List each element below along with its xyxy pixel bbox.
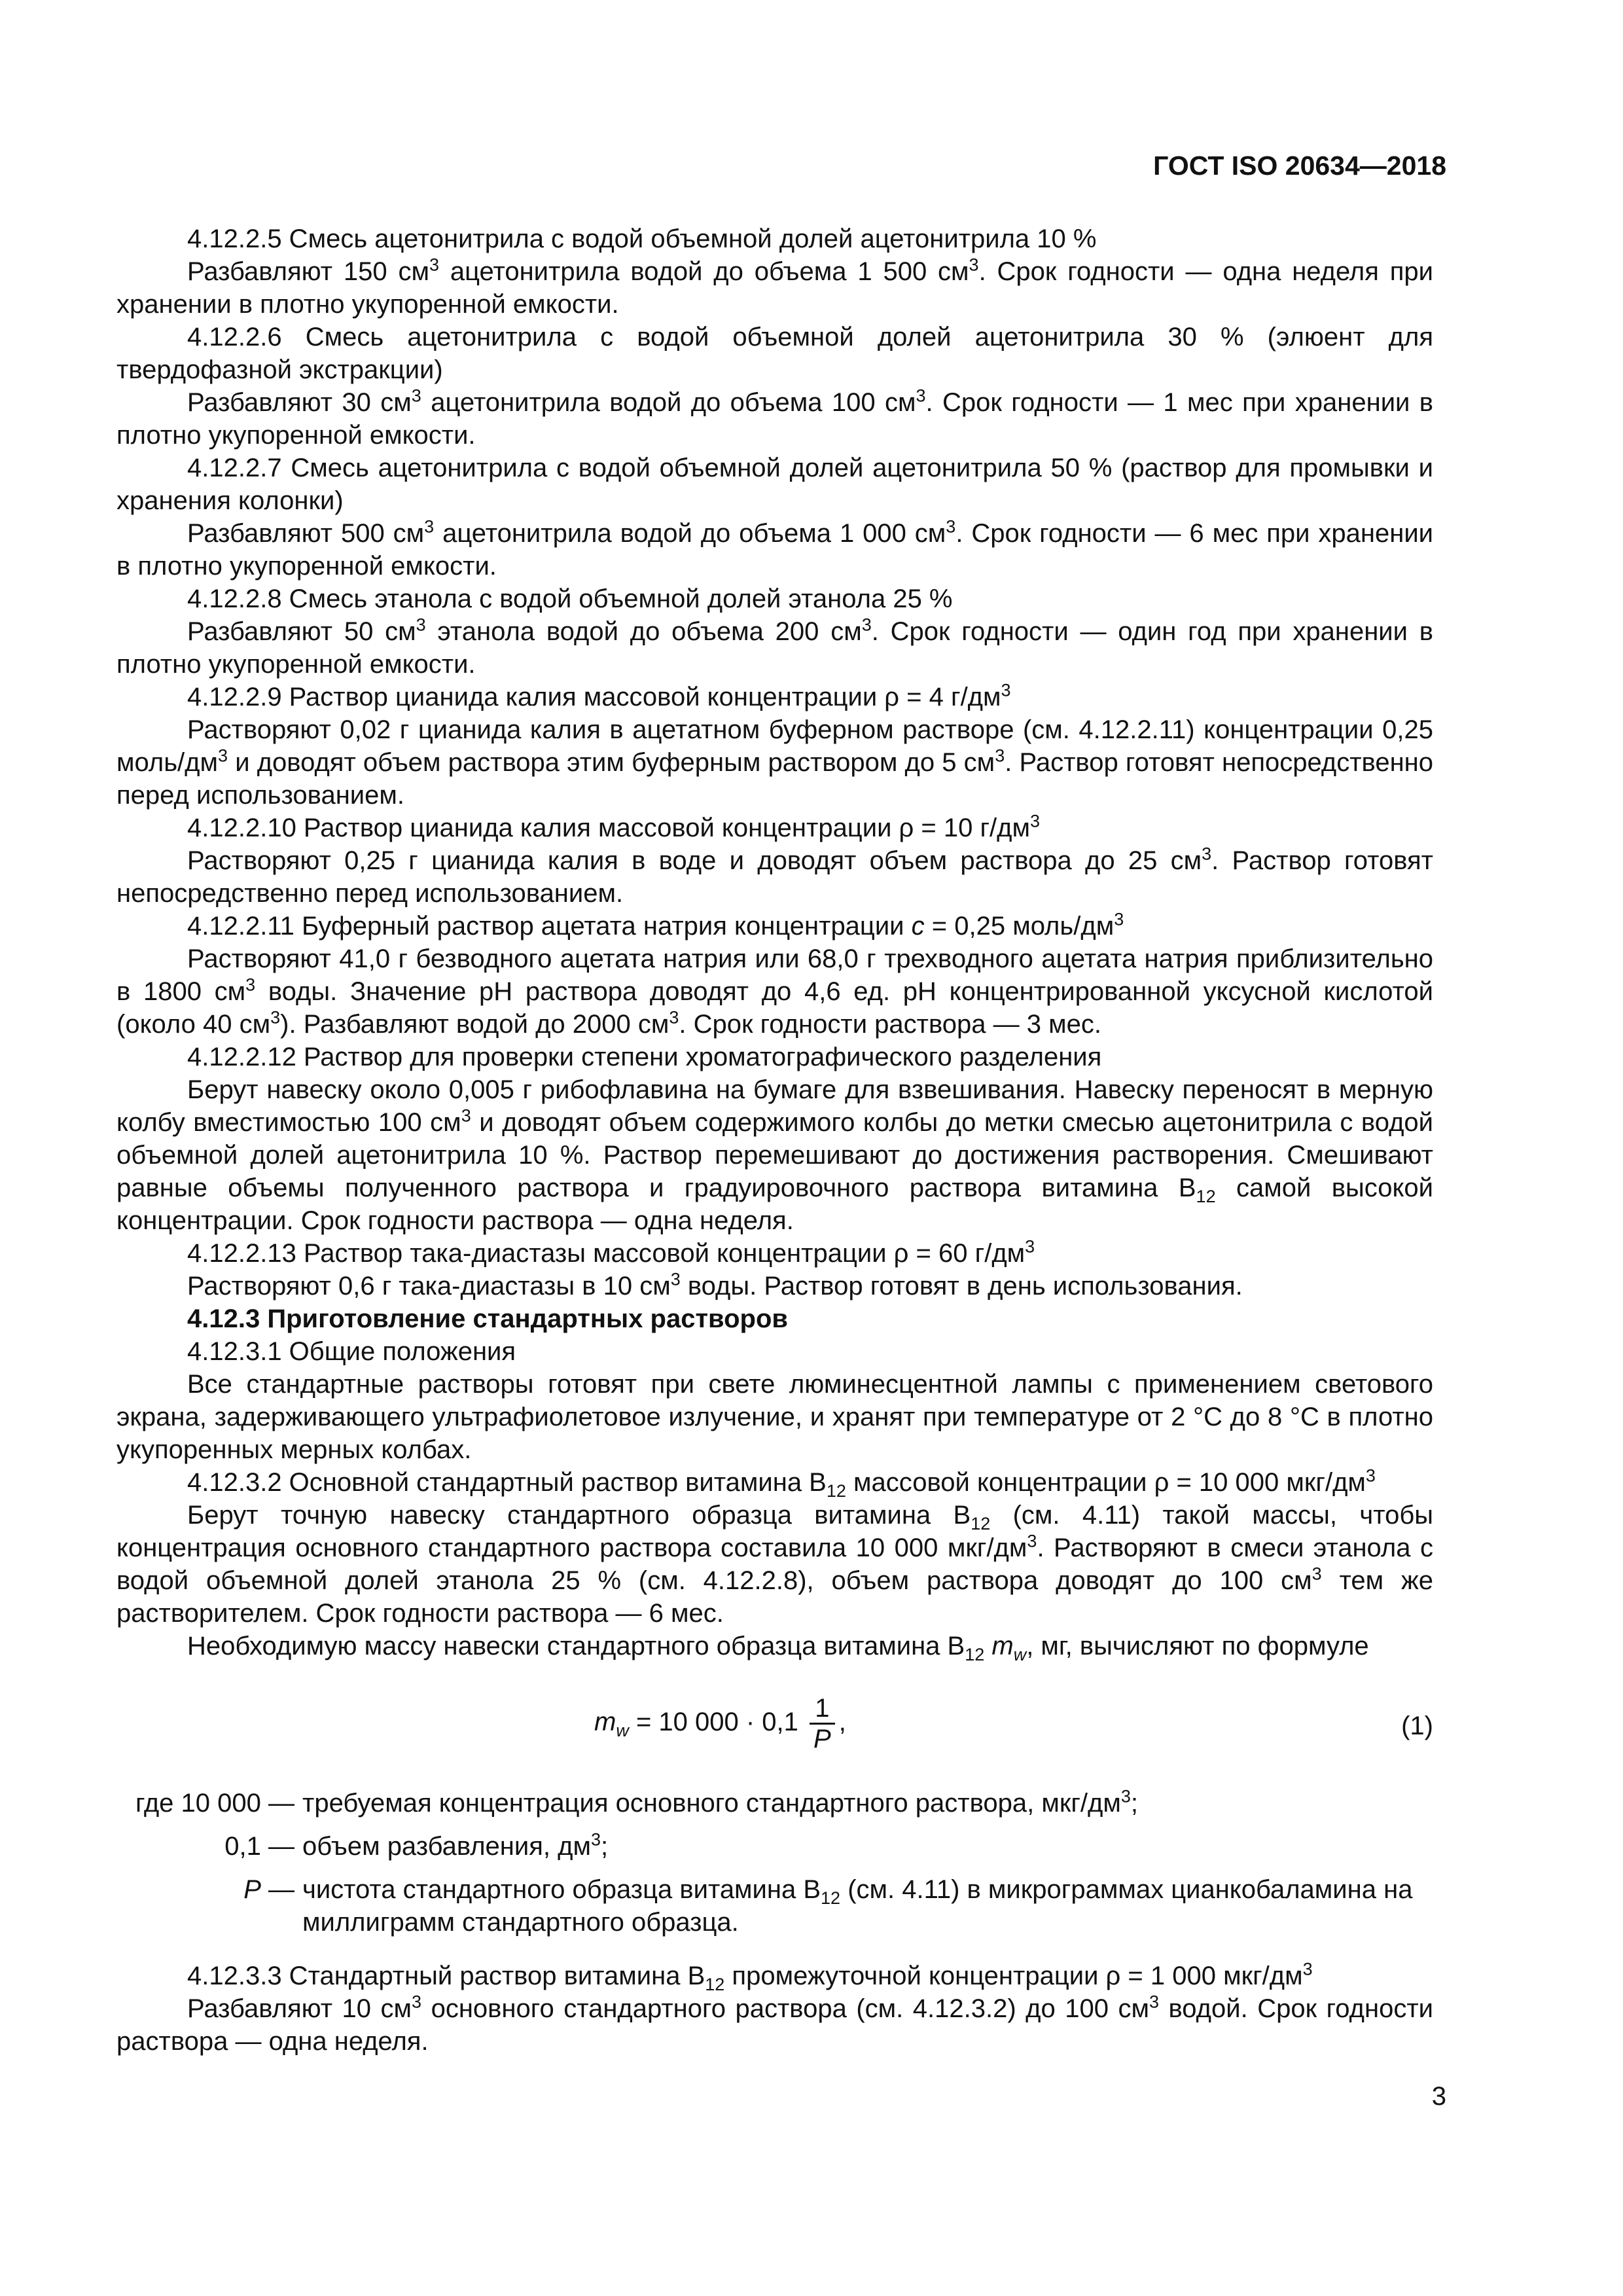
section-4-12-2-7: 4.12.2.7 Смесь ацетонитрила с водой объемной долей ацетонитрила 50 % (раствор для промывки и хранения колонки): [116, 454, 1433, 515]
formula-number: (1): [1401, 1712, 1433, 1740]
legend-row: P — чистота стандартного образца витамина $B_{12}$ (см. 4.11) в микрограммах цианкобаламина на миллиграмм стандартного образца.: [243, 1875, 1413, 1937]
fraction: $\frac{1}{P}$: [810, 1694, 835, 1753]
paragraph: Растворяют 41,0 г безводного ацетата натрия или 68,0 г трехводного ацетата натрия приблизительно в 1800 $см^3$ воды. Значение pH раствора доводят до 4,6 ед. pH концентрированной уксусной кислотой (около 40 $см^3$). Разбавляют водой до 2000 $см^3$. Срок годности раствора — 3 мес.: [116, 944, 1433, 1039]
section-heading-4-12-3: 4.12.3 Приготовление стандартных растворов: [187, 1304, 788, 1333]
paragraph: Разбавляют 50 $см^3$ этанола водой до объема 200 $см^3$. Срок годности — один год при хранении в плотно укупоренной емкости.: [116, 615, 1433, 679]
paragraph: Разбавляют 10 $см^3$ основного стандартного раствора (см. 4.12.3.2) до 100 $см^3$ водой. Срок годности раствора — одна неделя.: [116, 1992, 1433, 2056]
paragraph: Берут точную навеску стандартного образца витамина $B_{12}$ (см. 4.11) такой массы, чтобы концентрация основного стандартного раствора составила 10 000 мкг/$дм^3$. Растворяют в смеси этанола с водой объемной долей этанола 25 % (см. 4.12.2.8), объем раствора доводят до 100 $см^3$ тем же растворителем. Срок годности раствора — 6 мес.: [116, 1501, 1433, 1628]
section-4-12-3-3: 4.12.3.3 Стандартный раствор витамина $B_{12}$ промежуточной концентрации ρ = 1 000 мкг/$дм^3$: [187, 1959, 1313, 1994]
paragraph: Необходимую массу навески стандартного образца витамина $B_{12}$ $m_w$, мг, вычисляют по формуле: [187, 1632, 1369, 1664]
section-4-12-2-5: 4.12.2.5 Смесь ацетонитрила с водой объемной долей ацетонитрила 10 %: [187, 224, 1097, 253]
section-4-12-2-6: 4.12.2.6 Смесь ацетонитрила с водой объемной долей ацетонитрила 30 % (элюент для твердофазной экстракции): [116, 323, 1433, 384]
formula-expression: $m_w = 10$ 000 · 0,1 $\frac{1}{P}$ ,: [594, 1694, 846, 1753]
section-4-12-2-9: 4.12.2.9 Раствор цианида калия массовой концентрации ρ = 4 $г/дм^3$: [187, 680, 1011, 711]
section-4-12-2-11: 4.12.2.11 Буферный раствор ацетата натрия концентрации c = 0,25 моль/$дм^3$: [187, 909, 1124, 941]
section-4-12-3-1: 4.12.3.1 Общие положения: [187, 1337, 516, 1366]
paragraph: Растворяют 0,25 г цианида калия в воде и доводят объем раствора до 25 $см^3$. Раствор готовят непосредственно перед использованием.: [116, 844, 1433, 908]
page-number: 3: [1431, 2082, 1446, 2111]
section-4-12-3-2: 4.12.3.2 Основной стандартный раствор витамина $B_{12}$ массовой концентрации ρ = 10 000 мкг/$дм^3$: [187, 1465, 1376, 1501]
paragraph: Разбавляют 150 $см^3$ ацетонитрила водой до объема 1 500 $см^3$. Срок годности — одна неделя при хранении в плотно укупоренной емкости.: [116, 255, 1434, 319]
document-body: [116, 223, 1433, 2058]
paragraph: Все стандартные растворы готовят при свете люминесцентной лампы с применением светового экрана, задерживающего ультрафиолетовое излучение, и хранят при температуре от 2 °C до 8 °C в плотно укупоренных мерных колбах.: [116, 1370, 1433, 1464]
section-4-12-2-8: 4.12.2.8 Смесь этанола с водой объемной долей этанола 25 %: [187, 584, 953, 613]
paragraph: Растворяют 0,6 г така-диастазы в 10 $см^3$ воды. Раствор готовят в день использования.: [187, 1269, 1243, 1300]
paragraph: Разбавляют 30 $см^3$ ацетонитрила водой до объема 100 $см^3$. Срок годности — 1 мес при хранении в плотно укупоренной емкости.: [116, 386, 1433, 450]
paragraph: Разбавляют 500 $см^3$ ацетонитрила водой до объема 1 000 $см^3$. Срок годности — 6 мес при хранении в плотно укупоренной емкости.: [116, 516, 1434, 581]
standard-header: ГОСТ ISO 20634—2018: [1153, 151, 1446, 181]
variable-legend: [116, 1787, 1433, 1939]
legend-row: где 10 000 — требуемая концентрация основного стандартного раствора, мкг/$дм^3$;: [135, 1786, 1139, 1818]
legend-row: 0,1 — объем разбавления, $дм^3$;: [224, 1829, 609, 1861]
formula-1: [116, 1677, 1433, 1768]
section-4-12-2-13: 4.12.2.13 Раствор така-диастазы массовой концентрации ρ = 60 $г/дм^3$: [187, 1236, 1035, 1268]
section-4-12-2-10: 4.12.2.10 Раствор цианида калия массовой концентрации ρ = 10 $г/дм^3$: [187, 811, 1041, 842]
section-4-12-2-12: 4.12.2.12 Раствор для проверки степени хроматографического разделения: [187, 1043, 1102, 1071]
paragraph: Растворяют 0,02 г цианида калия в ацетатном буферном растворе (см. 4.12.2.11) концентрации 0,25 моль/$дм^3$ и доводят объем раствора этим буферным раствором до 5 $см^3$. Раствор готовят непосредственно перед использованием.: [116, 715, 1433, 810]
paragraph: Берут навеску около 0,005 г рибофлавина на бумаге для взвешивания. Навеску переносят в мерную колбу вместимостью 100 $см^3$ и доводят объем содержимого колбы до метки смесью ацетонитрила с водой объемной долей ацетонитрила 10 %. Раствор перемешивают до достижения растворения. Смешивают равные объемы полученного раствора и градуировочного раствора витамина $B_{12}$ самой высокой концентрации. Срок годности раствора — одна неделя.: [116, 1075, 1434, 1235]
